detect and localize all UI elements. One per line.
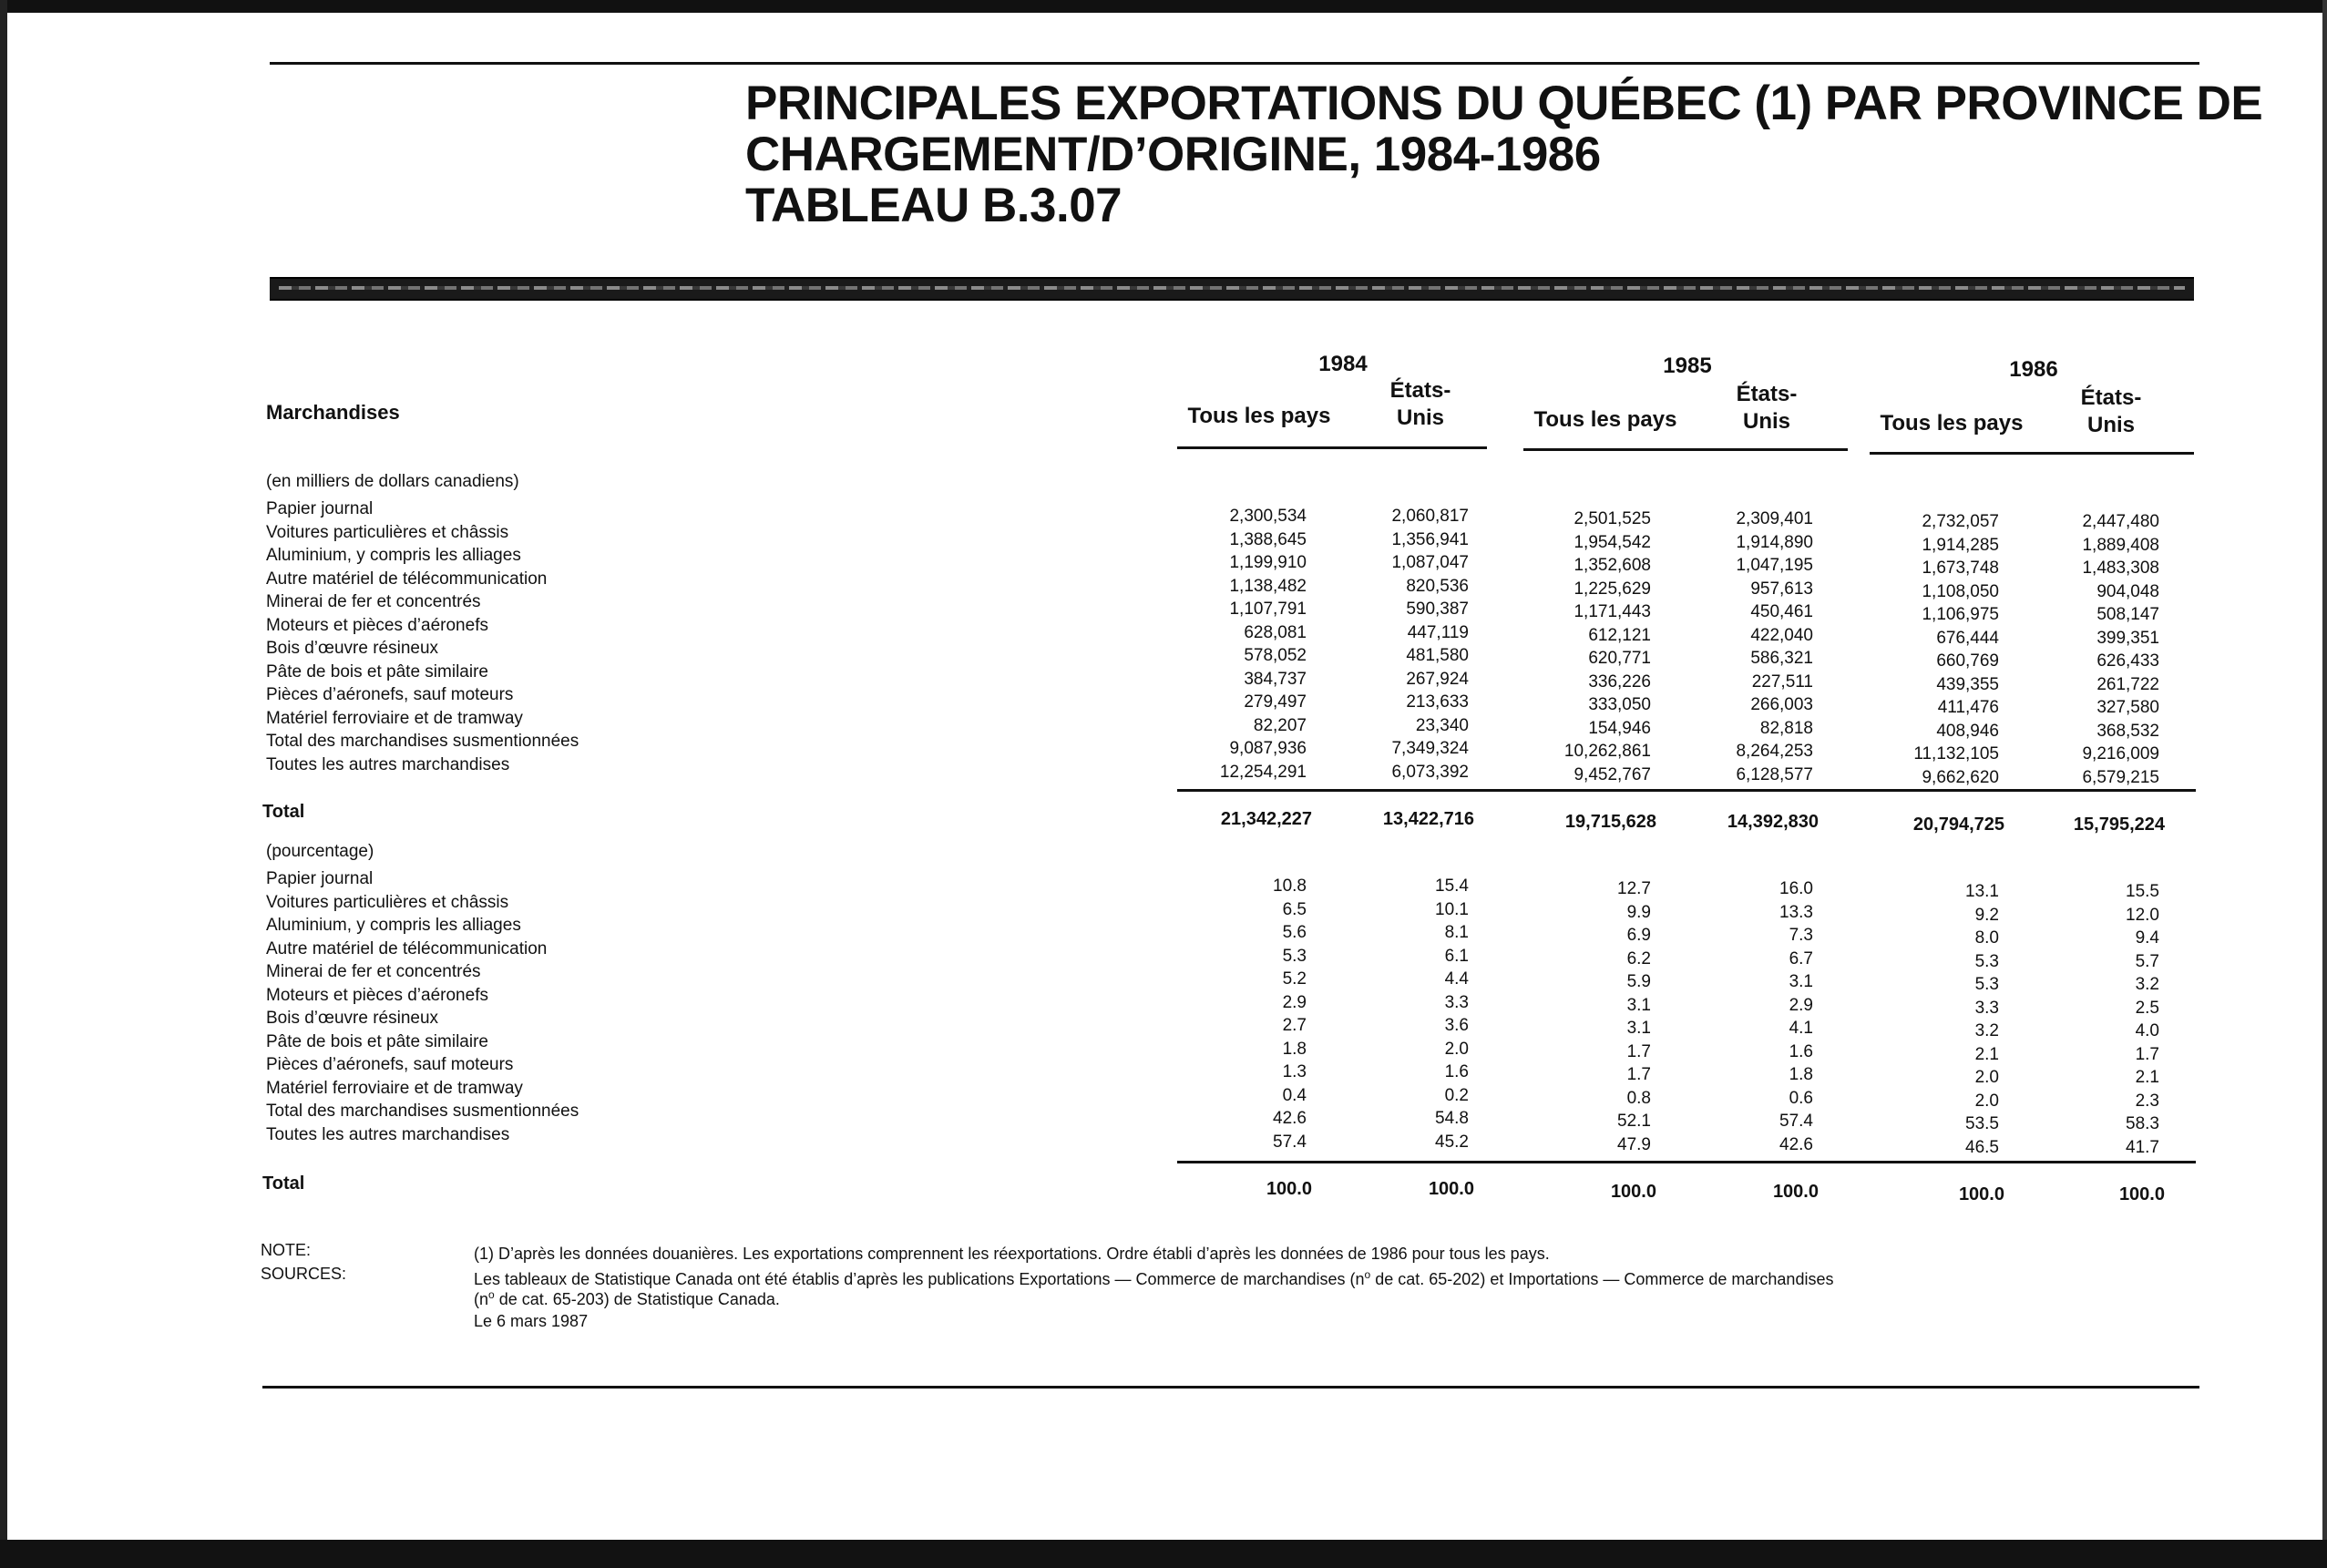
total-separator-values	[1177, 789, 2196, 792]
table-cell: 267,924	[1406, 669, 1469, 689]
col-header-1985-all: Tous les pays	[1533, 407, 1677, 432]
table-cell: 3.1	[1626, 995, 1651, 1015]
table-cell: 1.8	[1282, 1039, 1307, 1059]
table-cell: 53.5	[1965, 1114, 1999, 1133]
row-label: Toutes les autres marchandises	[266, 1124, 510, 1144]
table-cell: 42.6	[1273, 1109, 1307, 1128]
total-cell: 100.0	[1428, 1179, 1474, 1199]
table-cell: 0.8	[1626, 1088, 1651, 1108]
table-cell: 10.1	[1435, 899, 1469, 919]
table-cell: 1,388,645	[1229, 529, 1307, 549]
total-cell: 100.0	[1772, 1182, 1819, 1202]
table-cell: 6,073,392	[1391, 762, 1469, 782]
table-cell: 82,818	[1759, 718, 1813, 738]
table-cell: 213,633	[1406, 692, 1469, 712]
sources-line-1	[474, 1268, 1833, 1289]
col-header-us-line2: Unis	[2086, 413, 2135, 437]
table-cell: 399,351	[2096, 628, 2159, 648]
table-cell: 384,737	[1244, 669, 1307, 689]
table-cell: 8.1	[1444, 923, 1469, 942]
table-cell: 439,355	[1936, 674, 1999, 694]
table-cell: 676,444	[1936, 628, 1999, 648]
table-cell: 2.0	[1974, 1091, 1999, 1111]
header-rule-1984	[1177, 446, 1487, 449]
col-header-1985-us	[1707, 381, 1826, 436]
table-cell: 957,613	[1750, 579, 1813, 599]
table-cell: 2.5	[2135, 998, 2159, 1018]
bottom-rule	[262, 1386, 2199, 1389]
note-label: NOTE:	[261, 1241, 312, 1259]
total-cell: 20,794,725	[1912, 815, 2004, 835]
table-cell: 481,580	[1406, 646, 1469, 665]
total-cell: 13,422,716	[1382, 809, 1474, 829]
sources-sup-2: o	[488, 1288, 495, 1301]
row-label: Pâte de bois et pâte similaire	[266, 661, 488, 682]
table-cell: 42.6	[1779, 1134, 1813, 1154]
table-cell: 57.4	[1273, 1132, 1307, 1152]
table-cell: 1,483,308	[2082, 559, 2159, 578]
row-label: Minerai de fer et concentrés	[266, 592, 481, 611]
col-header-us-line1: États-	[2080, 385, 2142, 410]
total-cell: 100.0	[1266, 1179, 1312, 1199]
title-line-1: PRINCIPALES EXPORTATIONS DU QUÉBEC (1) PAR PROVINCE DE	[745, 77, 2263, 130]
table-cell: 0.6	[1789, 1088, 1813, 1108]
table-cell: 8.0	[1974, 928, 1999, 948]
total-cell: 14,392,830	[1727, 812, 1819, 832]
total-label-percent: Total	[262, 1173, 305, 1194]
table-cell: 16.0	[1779, 879, 1813, 898]
col-header-us-line2: Unis	[1742, 409, 1790, 434]
table-cell: 2,501,525	[1574, 509, 1651, 528]
table-cell: 41.7	[2126, 1137, 2159, 1157]
table-cell: 13.3	[1779, 902, 1813, 922]
table-cell: 1,087,047	[1391, 553, 1469, 572]
table-cell: 408,946	[1936, 721, 1999, 741]
row-label: Total des marchandises susmentionnées	[266, 732, 579, 751]
header-rule-1985	[1523, 448, 1848, 451]
table-cell: 9.9	[1626, 902, 1651, 922]
table-cell: 9,087,936	[1229, 739, 1307, 758]
table-cell: 2.0	[1444, 1039, 1469, 1059]
table-cell: 1,889,408	[2082, 535, 2159, 555]
table-cell: 45.2	[1435, 1132, 1469, 1152]
table-cell: 6,128,577	[1736, 764, 1813, 784]
row-label: Matériel ferroviaire et de tramway	[266, 1078, 523, 1098]
total-separator-percent	[1177, 1161, 2196, 1163]
table-cell: 626,433	[2096, 651, 2159, 671]
header-rule-1986	[1870, 452, 2194, 455]
table-cell: 2.9	[1789, 995, 1813, 1015]
total-cell: 100.0	[1958, 1184, 2004, 1204]
row-label: Bois d’œuvre résineux	[266, 639, 439, 658]
sources-text-2a: (n	[474, 1290, 489, 1308]
col-header-1984-us	[1361, 377, 1480, 432]
row-label: Aluminium, y compris les alliages	[266, 916, 521, 935]
table-cell: 261,722	[2096, 674, 2159, 694]
table-cell: 660,769	[1936, 651, 1999, 671]
row-label: Total des marchandises susmentionnées	[266, 1102, 579, 1121]
table-cell: 508,147	[2096, 605, 2159, 624]
title-line-3: TABLEAU B.3.07	[745, 179, 1122, 232]
table-cell: 6,579,215	[2082, 767, 2159, 787]
title-line-2: CHARGEMENT/D’ORIGINE, 1984-1986	[745, 128, 1601, 181]
unit-label-values: (en milliers de dollars canadiens)	[266, 472, 519, 491]
table-cell: 1.3	[1282, 1062, 1307, 1081]
table-cell: 9,216,009	[2082, 744, 2159, 764]
table-cell: 3.2	[2135, 975, 2159, 994]
table-cell: 5.7	[2135, 951, 2159, 971]
table-cell: 1,225,629	[1574, 579, 1651, 599]
table-cell: 5.3	[1282, 946, 1307, 966]
table-cell: 266,003	[1750, 695, 1813, 714]
table-cell: 1,107,791	[1229, 600, 1307, 619]
table-cell: 2.1	[1974, 1044, 1999, 1064]
year-header-1985: 1985	[1663, 354, 1712, 378]
table-cell: 6.9	[1626, 926, 1651, 945]
table-cell: 4.0	[2135, 1021, 2159, 1040]
table-cell: 1,108,050	[1922, 581, 1999, 601]
total-cell: 21,342,227	[1220, 809, 1312, 829]
col-header-1986-us	[2052, 384, 2170, 439]
table-cell: 3.3	[1974, 998, 1999, 1018]
table-cell: 4.4	[1444, 969, 1469, 989]
row-label: Pièces d’aéronefs, sauf moteurs	[266, 685, 514, 704]
row-label: Matériel ferroviaire et de tramway	[266, 708, 523, 728]
table-cell: 154,946	[1588, 718, 1651, 738]
table-cell: 47.9	[1617, 1134, 1651, 1154]
table-cell: 336,226	[1588, 671, 1651, 692]
row-label: Aluminium, y compris les alliages	[266, 546, 521, 565]
table-cell: 3.1	[1626, 1019, 1651, 1038]
table-cell: 628,081	[1244, 622, 1307, 642]
table-cell: 1,047,195	[1736, 556, 1813, 575]
year-header-1986: 1986	[2009, 357, 2058, 382]
scan-edge-right	[2322, 0, 2327, 1568]
total-cell: 100.0	[1610, 1182, 1656, 1202]
table-cell: 12.7	[1617, 879, 1651, 898]
table-cell: 279,497	[1244, 692, 1307, 712]
table-cell: 9,662,620	[1922, 767, 1999, 787]
scan-edge-top	[0, 0, 2327, 13]
total-label-values: Total	[262, 802, 305, 822]
col-header-us-line1: États-	[1736, 382, 1798, 406]
column-header-marchandises: Marchandises	[266, 401, 400, 424]
scan-edge-bottom	[0, 1540, 2327, 1568]
table-cell: 820,536	[1406, 576, 1469, 596]
table-cell: 450,461	[1750, 602, 1813, 621]
table-cell: 2.1	[2135, 1068, 2159, 1087]
table-cell: 1.7	[1626, 1065, 1651, 1084]
row-label: Autre matériel de télécommunication	[266, 569, 548, 589]
table-cell: 13.1	[1965, 882, 1999, 901]
table-cell: 1,199,910	[1229, 553, 1307, 572]
table-cell: 1,171,443	[1574, 602, 1651, 621]
sources-text-1b: de cat. 65-202) et Importations — Commerce de marchandises	[1370, 1270, 1834, 1288]
table-cell: 1.6	[1444, 1062, 1469, 1081]
table-cell: 15.5	[2126, 882, 2159, 901]
table-cell: 5.3	[1974, 975, 1999, 994]
table-cell: 904,048	[2096, 581, 2159, 601]
table-cell: 9,452,767	[1574, 764, 1651, 784]
table-cell: 447,119	[1407, 622, 1469, 642]
table-cell: 6.5	[1282, 899, 1307, 919]
table-cell: 620,771	[1588, 649, 1651, 668]
col-header-1984-all: Tous les pays	[1187, 404, 1331, 428]
table-cell: 5.2	[1282, 969, 1307, 989]
row-label: Papier journal	[266, 499, 374, 518]
table-cell: 12,254,291	[1219, 762, 1307, 782]
row-label: Bois d’œuvre résineux	[266, 1009, 439, 1028]
table-cell: 3.1	[1789, 972, 1813, 991]
table-cell: 4.1	[1789, 1019, 1813, 1038]
table-cell: 1,138,482	[1229, 576, 1307, 596]
table-cell: 2,309,401	[1736, 509, 1813, 528]
table-cell: 2,060,817	[1391, 507, 1469, 526]
table-cell: 54.8	[1435, 1109, 1469, 1128]
sources-label: SOURCES:	[261, 1265, 347, 1283]
table-cell: 227,511	[1751, 671, 1813, 692]
total-cell: 19,715,628	[1564, 812, 1656, 832]
row-label: Toutes les autres marchandises	[266, 754, 510, 774]
table-cell: 1,673,748	[1922, 559, 1999, 578]
table-cell: 590,387	[1406, 600, 1469, 619]
top-rule	[270, 62, 2199, 65]
table-cell: 586,321	[1750, 649, 1813, 668]
table-cell: 1.6	[1789, 1041, 1813, 1061]
table-cell: 12.0	[2126, 905, 2159, 925]
sources-date: Le 6 mars 1987	[474, 1312, 589, 1330]
sources-line-2	[474, 1288, 780, 1309]
table-cell: 7,349,324	[1391, 739, 1469, 758]
sources-text-2b: de cat. 65-203) de Statistique Canada.	[494, 1290, 780, 1308]
table-cell: 1,954,542	[1574, 532, 1651, 552]
table-cell: 2,732,057	[1922, 512, 1999, 531]
table-cell: 368,532	[2096, 721, 2159, 741]
row-label: Voitures particulières et châssis	[266, 892, 509, 912]
table-cell: 612,121	[1588, 625, 1651, 645]
table-cell: 10.8	[1273, 876, 1307, 896]
table-cell: 52.1	[1617, 1112, 1651, 1131]
table-cell: 6.7	[1789, 948, 1813, 968]
row-label: Pièces d’aéronefs, sauf moteurs	[266, 1055, 514, 1074]
table-cell: 9.4	[2135, 928, 2159, 948]
table-cell: 1.7	[1626, 1041, 1651, 1061]
decorative-banner	[270, 277, 2194, 301]
table-cell: 1,914,890	[1736, 532, 1813, 552]
sources-text-1a: Les tableaux de Statistique Canada ont été établis d’après les publications Exportations — Commerce de marchandises (n	[474, 1270, 1365, 1288]
table-cell: 46.5	[1965, 1137, 1999, 1157]
table-cell: 7.3	[1789, 926, 1813, 945]
table-cell: 11,132,105	[1913, 744, 1999, 764]
table-cell: 1,106,975	[1922, 605, 1999, 624]
table-cell: 2,447,480	[2082, 512, 2159, 531]
table-cell: 23,340	[1415, 715, 1469, 735]
table-cell: 333,050	[1588, 695, 1651, 714]
table-cell: 57.4	[1779, 1112, 1813, 1131]
table-cell: 5.9	[1626, 972, 1651, 991]
table-cell: 1,914,285	[1922, 535, 1999, 555]
table-cell: 327,580	[2096, 698, 2159, 717]
row-label: Papier journal	[266, 869, 374, 888]
table-cell: 1.7	[2135, 1044, 2159, 1064]
table-cell: 411,476	[1937, 698, 1999, 717]
note-text: (1) D’après les données douanières. Les exportations comprennent les réexportations. Ordre établi d’après les données de 1986 pour tous les pays.	[474, 1245, 1550, 1263]
table-cell: 0.2	[1444, 1085, 1469, 1105]
table-cell: 6.1	[1444, 946, 1469, 966]
table-cell: 5.6	[1282, 923, 1307, 942]
table-cell: 82,207	[1253, 715, 1307, 735]
sources-sup-1: o	[1364, 1268, 1371, 1281]
col-header-us-line2: Unis	[1396, 405, 1444, 430]
table-cell: 422,040	[1750, 625, 1813, 645]
table-cell: 3.3	[1444, 992, 1469, 1012]
table-cell: 2.3	[2135, 1091, 2159, 1111]
table-cell: 578,052	[1244, 646, 1307, 665]
table-cell: 15.4	[1435, 876, 1469, 896]
document-title	[745, 77, 2263, 232]
unit-label-percent: (pourcentage)	[266, 842, 374, 861]
table-cell: 0.4	[1282, 1085, 1307, 1105]
row-label: Minerai de fer et concentrés	[266, 962, 481, 981]
total-cell: 100.0	[2118, 1184, 2165, 1204]
table-cell: 1,356,941	[1391, 529, 1469, 549]
row-label: Moteurs et pièces d’aéronefs	[266, 985, 488, 1005]
row-label: Autre matériel de télécommunication	[266, 938, 548, 958]
table-cell: 2.7	[1282, 1016, 1307, 1035]
table-cell: 8,264,253	[1736, 742, 1813, 761]
table-cell: 3.6	[1444, 1016, 1469, 1035]
col-header-us-line1: États-	[1389, 378, 1451, 403]
table-cell: 2.9	[1282, 992, 1307, 1012]
row-label: Voitures particulières et châssis	[266, 522, 509, 542]
row-label: Pâte de bois et pâte similaire	[266, 1031, 488, 1051]
table-cell: 2,300,534	[1229, 507, 1307, 526]
row-label: Moteurs et pièces d’aéronefs	[266, 615, 488, 635]
table-cell: 6.2	[1626, 948, 1651, 968]
table-cell: 5.3	[1974, 951, 1999, 971]
table-cell: 1,352,608	[1574, 556, 1651, 575]
table-cell: 3.2	[1974, 1021, 1999, 1040]
table-cell: 9.2	[1974, 905, 1999, 925]
col-header-1986-all: Tous les pays	[1880, 411, 2024, 436]
year-header-1984: 1984	[1318, 352, 1368, 376]
table-cell: 2.0	[1974, 1068, 1999, 1087]
table-cell: 10,262,861	[1563, 742, 1651, 761]
table-cell: 58.3	[2126, 1114, 2159, 1133]
scan-edge-left	[0, 0, 7, 1568]
total-cell: 15,795,224	[2073, 815, 2165, 835]
table-cell: 1.8	[1789, 1065, 1813, 1084]
